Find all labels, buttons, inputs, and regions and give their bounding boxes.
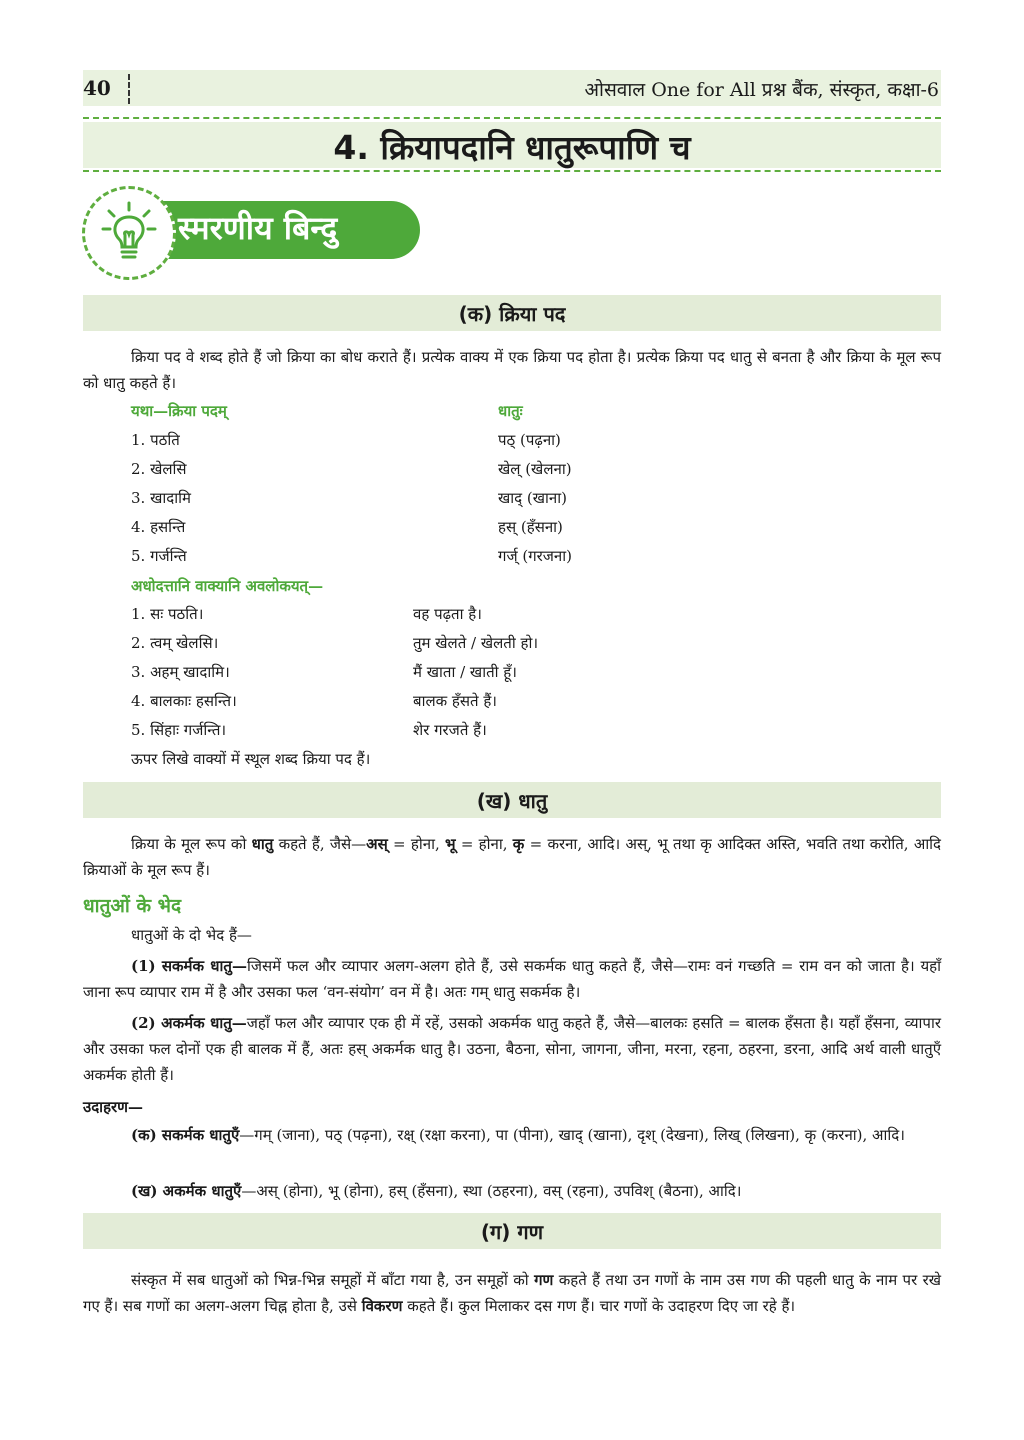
running-head: ओसवाल One for All प्रश्न बैंक, संस्कृत, कक्षा-6 bbox=[584, 79, 939, 101]
sentence-hindi: मैं खाता / खाती हूँ। bbox=[413, 663, 517, 681]
verb-dhatu: गर्ज् (गरजना) bbox=[498, 547, 572, 565]
akarmak-examples: (ख) अकर्मक धातुएँ—अस् (होना), भू (होना), हस् (हँसना), स्था (ठहरना), वस् (रहना), उपविश् (बैठना), आदि। bbox=[131, 1182, 742, 1200]
verb-pada: 2. खेलसि bbox=[131, 460, 187, 478]
verb-dhatu: पठ् (पढ़ना) bbox=[498, 431, 561, 449]
sentence-sanskrit: 5. सिंहाः गर्जन्ति। bbox=[131, 721, 227, 739]
sentence-hindi: बालक हँसते हैं। bbox=[413, 692, 497, 710]
sakarmak-examples: (क) सकर्मक धातुएँ—गम् (जाना), पठ् (पढ़ना), रक्ष् (रक्षा करना), पा (पीना), खाद् (खाना), दृश् (देखना), लिख् (लिखना), कृ (करना), आदि। bbox=[131, 1126, 905, 1144]
section-ka-note: ऊपर लिखे वाक्यों में स्थूल शब्द क्रिया पद हैं। bbox=[131, 750, 371, 768]
lightbulb-badge bbox=[82, 186, 176, 280]
example-label: उदाहरण— bbox=[83, 1098, 144, 1116]
verb-col-heading: यथा—क्रिया पदम् bbox=[131, 402, 227, 420]
divider-top bbox=[83, 117, 941, 119]
page bbox=[83, 0, 941, 1440]
verb-pada: 5. गर्जन्ति bbox=[131, 547, 187, 565]
akarmak-definition: (2) अकर्मक धातु—जहाँ फल और व्यापार एक ही में रहें, उसको अकर्मक धातु कहते हैं, जैसे—बालकः हसति = बालक हँसता है। यहाँ हँसना, व्यापार और उसका फल दोनों एक ही बालक में हैं, अतः हस् अकर्मक धातु है। उठना, बैठना, सोना, जागना, जीना, मरना, रहना, ठहरना, डरना, आदि अर्थ वाली धातुएँ अकर्मक होती हैं। bbox=[83, 1014, 941, 1084]
verb-pada: 3. खादामि bbox=[131, 489, 191, 507]
verb-dhatu: खेल् (खेलना) bbox=[498, 460, 572, 478]
sentence-sanskrit: 1. सः पठति। bbox=[131, 605, 204, 623]
verb-pada: 4. हसन्ति bbox=[131, 518, 186, 536]
verb-dhatu: खाद् (खाना) bbox=[498, 489, 567, 507]
sentence-sanskrit: 3. अहम् खादामि। bbox=[131, 663, 230, 681]
section-ka-intro: क्रिया पद वे शब्द होते हैं जो क्रिया का बोध कराते हैं। प्रत्येक वाक्य में एक क्रिया पद होता है। प्रत्येक क्रिया पद धातु से बनता है और क्रिया के मूल रूप को धातु कहते हैं। bbox=[83, 348, 941, 392]
sentence-sanskrit: 4. बालकाः हसन्ति। bbox=[131, 692, 237, 710]
header-divider bbox=[128, 74, 130, 104]
sakarmak-definition: (1) सकर्मक धातु—जिसमें फल और व्यापार अलग-अलग होते हैं, उसे सकर्मक धातु कहते हैं, जैसे—रामः वनं गच्छति = राम वन को जाता है। यहाँ जाना रूप व्यापार राम में है और उसका फल ‘वन-संयोग’ वन में है। अतः गम् धातु सकर्मक है। bbox=[83, 957, 941, 1001]
sentence-hindi: वह पढ़ता है। bbox=[413, 605, 482, 623]
divider-bottom bbox=[83, 170, 941, 172]
verb-dhatu: हस् (हँसना) bbox=[498, 518, 563, 536]
verb-pada: 1. पठति bbox=[131, 431, 180, 449]
section-ga-paragraph: संस्कृत में सब धातुओं को भिन्न-भिन्न समूहों में बाँटा गया है, उन समूहों को गण कहते हैं तथा उन गणों के नाम उस गण की पहली धातु के नाम पर रखे गए हैं। सब गणों का अलग-अलग चिह्न होता है, उसे विकरण कहते हैं। कुल मिलाकर दस गण हैं। चार गणों के उदाहरण दिए जा रहे हैं। bbox=[83, 1271, 941, 1315]
banner-label: स्मरणीय बिन्दु bbox=[178, 209, 338, 247]
lightbulb-icon bbox=[101, 201, 157, 263]
sentence-hindi: शेर गरजते हैं। bbox=[413, 721, 487, 739]
examples-heading: अधोदत्तानि वाक्यानि अवलोकयत्— bbox=[131, 577, 324, 595]
section-kha-paragraph: क्रिया के मूल रूप को धातु कहते हैं, जैसे—अस् = होना, भू = होना, कृ = करना, आदि। अस्, भू तथा कृ आदिक्त अस्ति, भवति तथा करोति, आदि क्रियाओं के मूल रूप हैं। bbox=[83, 835, 941, 879]
page-number: 40 bbox=[83, 76, 111, 100]
chapter-title: 4. क्रियापदानि धातुरूपाणि च bbox=[333, 128, 691, 167]
dhatu-types-intro: धातुओं के दो भेद हैं— bbox=[131, 926, 252, 944]
dhatu-col-heading: धातुः bbox=[498, 402, 523, 420]
sentence-hindi: तुम खेलते / खेलती हो। bbox=[413, 634, 539, 652]
section-kha-title: (ख) धातु bbox=[476, 789, 548, 813]
section-ga-title: (ग) गण bbox=[480, 1220, 544, 1244]
sentence-sanskrit: 2. त्वम् खेलसि। bbox=[131, 634, 219, 652]
section-ka-title: (क) क्रिया पद bbox=[458, 302, 566, 326]
dhatu-types-heading: धातुओं के भेद bbox=[83, 895, 182, 917]
